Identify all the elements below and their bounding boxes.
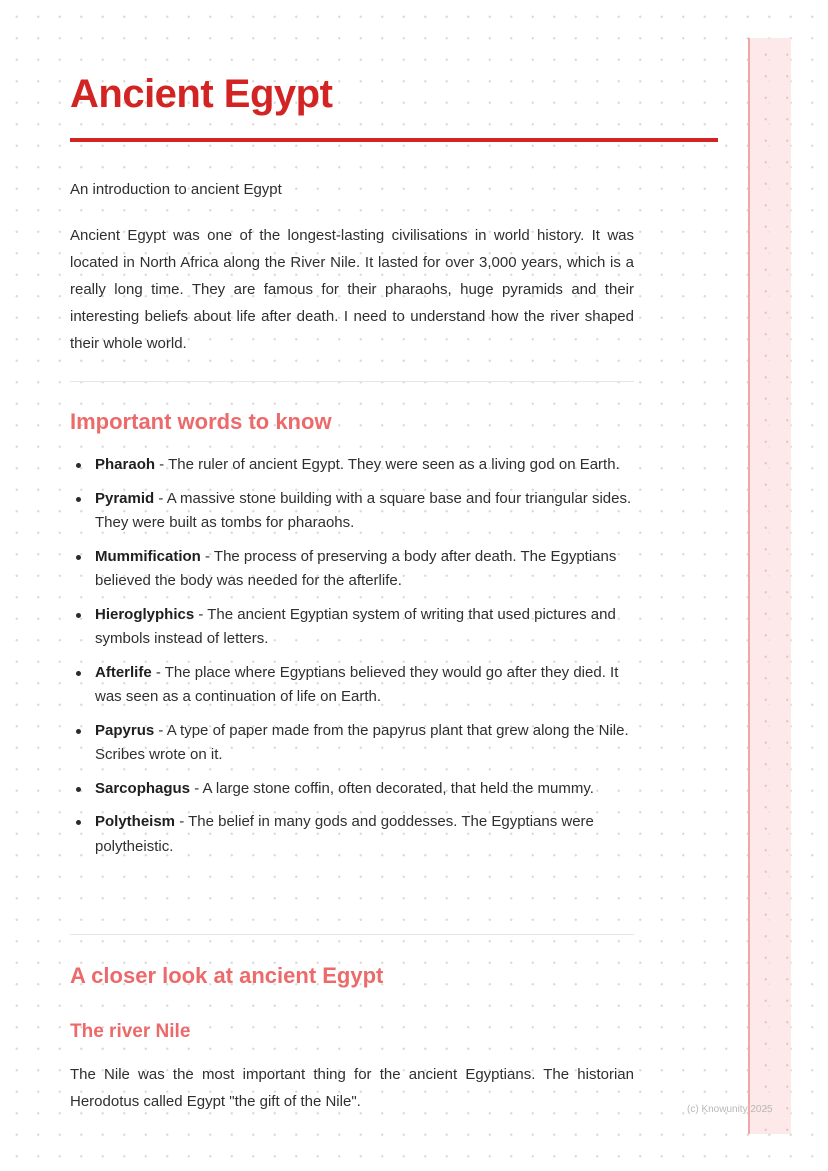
definition: - A type of paper made from the papyrus plant that grew along the Nile. Scribes wrote on it. (95, 721, 629, 763)
definition: - The place where Egyptians believed they would go after they died. It was seen as a continuation of life on Earth. (95, 663, 619, 705)
vocabulary-heading: Important words to know (70, 409, 332, 434)
bullet-icon (76, 613, 81, 618)
term: Polytheism (95, 813, 176, 830)
list-item (70, 487, 634, 536)
closer-look-heading: A closer look at ancient Egypt (70, 963, 384, 988)
title-rule (70, 138, 718, 142)
margin-strip (749, 38, 791, 1134)
bullet-icon (76, 671, 81, 676)
list-item (70, 545, 634, 594)
nile-heading: The river Nile (70, 1021, 191, 1042)
copyright-notice: (c) Knowunity 2025 (687, 1104, 773, 1115)
term: Mummification (95, 547, 201, 565)
list-item (70, 603, 634, 652)
page-subtitle: An introduction to ancient Egypt (70, 181, 282, 198)
bullet-icon (76, 820, 81, 825)
section-divider (70, 381, 634, 382)
bullet-icon (76, 497, 81, 502)
term: Sarcophagus (95, 779, 191, 797)
term: Afterlife (95, 663, 152, 681)
definition: - A massive stone building with a square base and four triangular sides. They were built as tombs for pharaohs. (95, 489, 632, 531)
bullet-icon (76, 555, 81, 560)
definition: - The belief in many gods and goddesses. The Egyptians were polytheistic. (95, 813, 594, 855)
term: Papyrus (95, 721, 155, 739)
list-item (70, 453, 634, 478)
bullet-icon (76, 463, 81, 468)
bullet-icon (76, 787, 81, 792)
term: Hieroglyphics (95, 605, 195, 623)
list-item (70, 661, 634, 710)
definition: - The ruler of ancient Egypt. They were seen as a living god on Earth. (155, 456, 620, 473)
margin-line (748, 38, 750, 1134)
list-item (70, 719, 634, 768)
definition: - The process of preserving a body after death. The Egyptians believed the body was needed for the afterlife. (95, 547, 617, 589)
bullet-icon (76, 729, 81, 734)
list-item (70, 810, 634, 859)
term: Pharaoh (95, 456, 156, 473)
vocabulary-list (70, 453, 634, 868)
section-divider (70, 934, 634, 935)
definition: - A large stone coffin, often decorated, that held the mummy. (190, 779, 594, 797)
list-item (70, 777, 634, 802)
intro-paragraph: Ancient Egypt was one of the longest-lasting civilisations in world history. It was located in North Africa along the River Nile. It lasted for over 3,000 years, which is a really long time. They are famous for their pharaohs, huge pyramids and their interesting beliefs about life after death. I need to understand how the river shaped their whole world. (70, 227, 634, 352)
page-title: Ancient Egypt (70, 72, 333, 116)
definition: - The ancient Egyptian system of writing that used pictures and symbols instead of letters. (95, 605, 616, 647)
term: Pyramid (95, 489, 155, 507)
nile-paragraph: The Nile was the most important thing for the ancient Egyptians. The historian Herodotus called Egypt "the gift of the Nile". (70, 1066, 634, 1110)
